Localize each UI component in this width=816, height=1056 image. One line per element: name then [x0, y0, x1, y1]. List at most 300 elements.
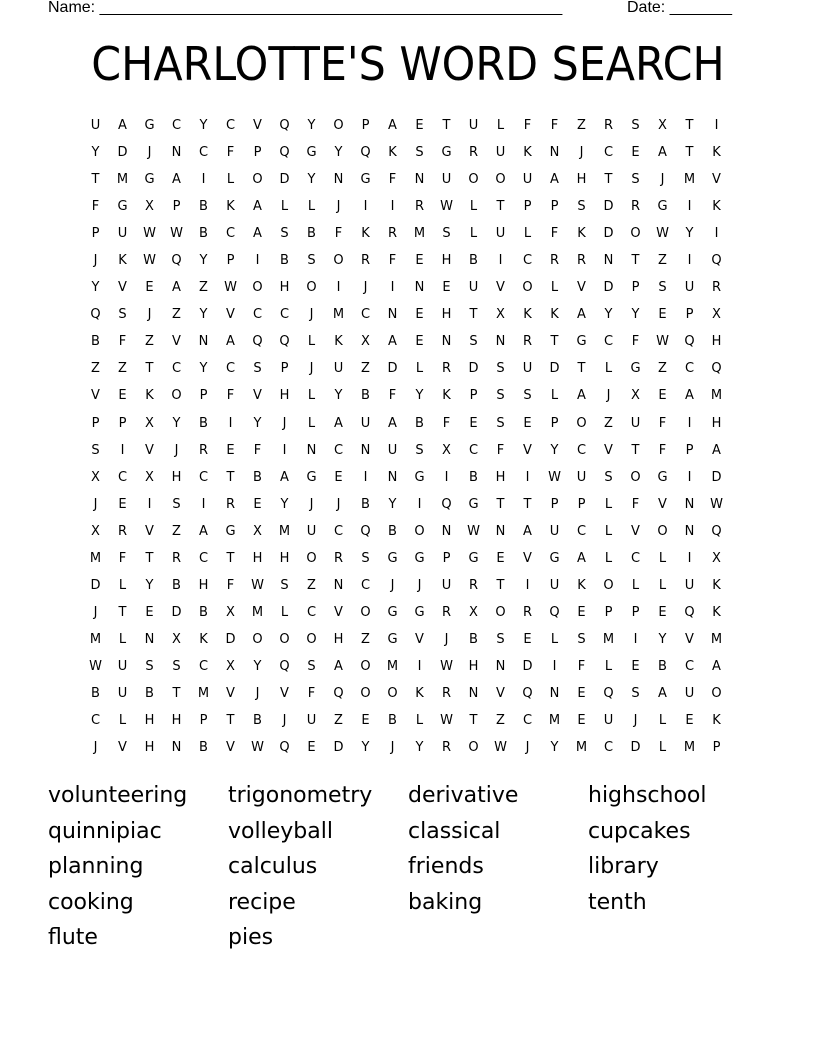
word-list-item: volunteering: [48, 783, 188, 808]
grid-letter: Q: [252, 334, 263, 350]
grid-letter: U: [306, 713, 317, 729]
grid-letter: F: [523, 118, 532, 133]
grid-letter: L: [415, 361, 424, 377]
grid-letter: S: [523, 388, 532, 404]
grid-letter: F: [631, 496, 640, 512]
grid-letter: O: [495, 172, 506, 188]
grid-letter: B: [307, 226, 316, 242]
grid-letter: V: [280, 685, 289, 701]
grid-letter: E: [658, 307, 667, 323]
grid-letter: P: [577, 496, 586, 512]
grid-letter: C: [171, 361, 182, 377]
grid-letter: C: [684, 658, 695, 674]
grid-letter: G: [387, 631, 398, 647]
grid-letter: W: [251, 577, 264, 593]
grid-letter: N: [684, 496, 695, 512]
grid-letter: L: [604, 361, 613, 377]
grid-letter: V: [118, 280, 127, 296]
grid-letter: P: [91, 226, 100, 242]
grid-letter: H: [279, 280, 290, 296]
grid-letter: J: [147, 307, 152, 323]
grid-letter: Y: [415, 740, 424, 756]
grid-letter: L: [658, 713, 667, 729]
grid-letter: P: [442, 550, 451, 566]
grid-letter: S: [469, 334, 478, 350]
grid-letter: I: [417, 496, 422, 512]
grid-letter: L: [523, 226, 532, 242]
grid-letter: R: [198, 442, 209, 458]
grid-letter: R: [576, 253, 587, 269]
grid-letter: B: [361, 496, 370, 512]
grid-letter: S: [577, 199, 586, 215]
grid-letter: Z: [172, 523, 181, 539]
grid-letter: K: [712, 577, 721, 593]
grid-letter: S: [496, 631, 505, 647]
grid-letter: Q: [171, 253, 182, 269]
grid-letter: A: [685, 388, 694, 404]
grid-letter: A: [577, 388, 586, 404]
grid-letter: B: [469, 469, 478, 485]
grid-letter: I: [633, 631, 638, 647]
grid-letter: R: [333, 550, 344, 566]
grid-letter: M: [251, 604, 264, 620]
grid-letter: C: [279, 307, 290, 323]
grid-letter: T: [631, 442, 640, 458]
grid-letter: S: [496, 415, 505, 431]
grid-letter: G: [414, 604, 425, 620]
grid-letter: G: [657, 199, 668, 215]
grid-letter: K: [523, 307, 532, 323]
grid-letter: V: [415, 631, 424, 647]
grid-letter: H: [441, 307, 452, 323]
grid-letter: V: [604, 442, 613, 458]
grid-letter: H: [711, 334, 722, 350]
grid-letter: A: [334, 415, 343, 431]
grid-letter: U: [522, 172, 533, 188]
grid-letter: W: [440, 713, 453, 729]
grid-letter: T: [550, 334, 559, 350]
grid-letter: U: [684, 577, 695, 593]
grid-letter: U: [90, 118, 101, 133]
grid-letter: A: [388, 118, 397, 133]
grid-letter: V: [577, 280, 586, 296]
grid-letter: B: [469, 253, 478, 269]
grid-letter: P: [685, 442, 694, 458]
grid-letter: I: [687, 253, 692, 269]
grid-letter: C: [198, 469, 209, 485]
grid-letter: H: [171, 469, 182, 485]
grid-letter: E: [523, 415, 532, 431]
grid-letter: P: [199, 388, 208, 404]
grid-letter: Y: [604, 307, 613, 323]
grid-letter: Q: [522, 685, 533, 701]
grid-letter: I: [687, 469, 692, 485]
grid-letter: T: [631, 253, 640, 269]
grid-letter: J: [282, 713, 287, 729]
page-title: CHARLOTTE'S WORD SEARCH: [91, 37, 725, 91]
grid-letter: I: [444, 469, 449, 485]
grid-letter: I: [552, 658, 557, 674]
grid-letter: L: [118, 713, 127, 729]
grid-letter: N: [549, 145, 560, 161]
grid-letter: Y: [280, 496, 289, 512]
grid-letter: P: [712, 740, 721, 756]
grid-letter: S: [361, 550, 370, 566]
grid-letter: L: [604, 658, 613, 674]
grid-letter: T: [604, 172, 613, 188]
grid-letter: I: [120, 442, 125, 458]
grid-letter: R: [441, 361, 452, 377]
grid-letter: H: [252, 550, 263, 566]
grid-letter: H: [279, 550, 290, 566]
grid-letter: F: [388, 388, 397, 404]
grid-letter: Z: [334, 713, 343, 729]
grid-letter: Z: [145, 334, 154, 350]
grid-letter: U: [684, 685, 695, 701]
grid-letter: I: [525, 469, 530, 485]
word-list-item: recipe: [228, 889, 296, 915]
grid-letter: W: [440, 658, 453, 674]
word-list-item: calculus: [228, 854, 318, 880]
grid-letter: E: [118, 496, 127, 512]
grid-letter: W: [170, 226, 183, 242]
grid-letter: Y: [172, 415, 181, 431]
grid-letter: C: [576, 523, 587, 539]
grid-letter: O: [360, 658, 371, 674]
grid-letter: C: [90, 713, 101, 729]
grid-letter: B: [415, 415, 424, 431]
grid-letter: A: [712, 442, 721, 458]
grid-letter: M: [710, 631, 723, 647]
grid-letter: J: [336, 496, 341, 512]
grid-letter: O: [333, 253, 344, 269]
grid-letter: K: [577, 226, 586, 242]
grid-letter: C: [306, 604, 317, 620]
grid-letter: E: [631, 145, 640, 161]
grid-letter: N: [684, 523, 695, 539]
grid-letter: R: [468, 145, 479, 161]
grid-letter: M: [710, 388, 723, 404]
grid-letter: C: [522, 713, 533, 729]
grid-letter: H: [279, 388, 290, 404]
grid-letter: K: [415, 685, 424, 701]
word-list-item: flute: [48, 925, 98, 951]
grid-letter: Z: [172, 307, 181, 323]
grid-letter: Y: [145, 577, 154, 593]
grid-letter: V: [253, 118, 262, 133]
grid-letter: G: [387, 604, 398, 620]
grid-letter: E: [496, 550, 505, 566]
grid-letter: Q: [279, 145, 290, 161]
grid-letter: M: [116, 172, 129, 188]
grid-letter: T: [469, 307, 478, 323]
grid-letter: D: [630, 740, 641, 756]
word-list-item: pies: [228, 925, 274, 951]
grid-letter: Y: [199, 361, 208, 377]
grid-letter: B: [280, 253, 289, 269]
grid-letter: Z: [361, 361, 370, 377]
grid-letter: S: [172, 496, 181, 512]
grid-letter: C: [198, 658, 209, 674]
word-list-item: quinnipiac: [48, 818, 162, 844]
grid-letter: X: [226, 604, 235, 620]
grid-letter: V: [523, 442, 532, 458]
grid-letter: W: [89, 658, 102, 674]
grid-letter: E: [415, 253, 424, 269]
grid-letter: Y: [334, 145, 343, 161]
grid-letter: D: [603, 226, 614, 242]
grid-letter: W: [548, 469, 561, 485]
grid-letter: A: [280, 469, 289, 485]
grid-letter: G: [576, 334, 587, 350]
grid-letter: Y: [199, 118, 208, 133]
grid-letter: F: [496, 442, 505, 458]
grid-letter: D: [711, 469, 722, 485]
grid-letter: X: [253, 523, 262, 539]
grid-letter: W: [656, 226, 669, 242]
grid-letter: A: [658, 145, 667, 161]
grid-letter: G: [225, 523, 236, 539]
grid-letter: E: [361, 713, 370, 729]
grid-letter: Y: [550, 442, 559, 458]
grid-letter: S: [631, 118, 640, 133]
grid-letter: S: [496, 361, 505, 377]
grid-letter: A: [523, 523, 532, 539]
grid-letter: A: [658, 685, 667, 701]
grid-letter: G: [549, 550, 560, 566]
grid-letter: I: [390, 280, 395, 296]
grid-letter: Q: [441, 496, 452, 512]
grid-letter: X: [91, 469, 100, 485]
grid-letter: E: [145, 280, 154, 296]
grid-letter: B: [388, 713, 397, 729]
grid-letter: V: [226, 685, 235, 701]
grid-letter: X: [226, 658, 235, 674]
grid-letter: L: [604, 523, 613, 539]
grid-letter: Q: [603, 685, 614, 701]
grid-letter: K: [334, 334, 343, 350]
grid-letter: J: [93, 740, 98, 756]
grid-letter: D: [603, 199, 614, 215]
grid-letter: I: [417, 658, 422, 674]
grid-letter: H: [711, 415, 722, 431]
grid-letter: X: [496, 307, 505, 323]
grid-letter: M: [683, 172, 696, 188]
grid-letter: G: [144, 118, 155, 133]
grid-letter: S: [307, 658, 316, 674]
grid-letter: E: [334, 469, 343, 485]
grid-letter: L: [307, 199, 316, 215]
grid-letter: B: [91, 685, 100, 701]
grid-letter: K: [118, 253, 127, 269]
grid-letter: G: [414, 469, 425, 485]
grid-letter: F: [442, 415, 451, 431]
word-list: [48, 778, 768, 956]
grid-letter: E: [253, 496, 262, 512]
grid-letter: H: [468, 658, 479, 674]
grid-letter: F: [307, 685, 316, 701]
grid-letter: K: [712, 145, 721, 161]
grid-letter: N: [387, 469, 398, 485]
grid-letter: N: [441, 334, 452, 350]
grid-letter: G: [414, 550, 425, 566]
grid-letter: K: [577, 577, 586, 593]
grid-letter: L: [469, 199, 478, 215]
grid-letter: R: [603, 118, 614, 133]
grid-letter: O: [252, 280, 263, 296]
grid-letter: X: [172, 631, 181, 647]
grid-letter: C: [225, 226, 236, 242]
grid-letter: P: [361, 118, 370, 133]
grid-letter: F: [550, 226, 559, 242]
grid-letter: X: [145, 415, 154, 431]
grid-letter: I: [525, 577, 530, 593]
grid-letter: K: [361, 226, 370, 242]
grid-letter: O: [576, 415, 587, 431]
grid-letter: S: [631, 685, 640, 701]
grid-letter: J: [363, 280, 368, 296]
grid-letter: I: [201, 172, 206, 188]
grid-letter: B: [91, 334, 100, 350]
word-list-item: classical: [408, 818, 501, 844]
grid-letter: Q: [711, 253, 722, 269]
grid-letter: D: [333, 740, 344, 756]
grid-letter: Y: [91, 280, 100, 296]
grid-letter: W: [440, 199, 453, 215]
grid-letter: N: [495, 334, 506, 350]
grid-letter: V: [658, 496, 667, 512]
grid-letter: O: [468, 172, 479, 188]
grid-letter: R: [711, 280, 722, 296]
grid-letter: P: [118, 415, 127, 431]
grid-letter: L: [658, 740, 667, 756]
grid-letter: Z: [307, 577, 316, 593]
grid-letter: T: [442, 118, 451, 133]
grid-letter: G: [144, 172, 155, 188]
grid-letter: F: [226, 145, 235, 161]
grid-letter: Y: [199, 307, 208, 323]
grid-letter: B: [361, 388, 370, 404]
grid-letter: C: [684, 361, 695, 377]
grid-letter: B: [199, 415, 208, 431]
grid-letter: J: [309, 307, 314, 323]
grid-letter: H: [333, 631, 344, 647]
grid-letter: O: [252, 631, 263, 647]
grid-letter: S: [442, 226, 451, 242]
grid-letter: T: [226, 469, 235, 485]
grid-letter: Y: [550, 740, 559, 756]
grid-letter: L: [658, 577, 667, 593]
grid-letter: U: [306, 523, 317, 539]
grid-letter: E: [577, 713, 586, 729]
grid-letter: P: [253, 145, 262, 161]
grid-letter: H: [171, 713, 182, 729]
grid-letter: W: [143, 226, 156, 242]
grid-letter: O: [360, 604, 371, 620]
grid-letter: R: [387, 226, 398, 242]
grid-letter: D: [90, 577, 101, 593]
grid-letter: X: [658, 118, 667, 133]
grid-letter: X: [469, 604, 478, 620]
grid-letter: D: [549, 361, 560, 377]
grid-letter: L: [118, 577, 127, 593]
grid-letter: N: [171, 740, 182, 756]
grid-letter: K: [388, 145, 397, 161]
grid-letter: I: [687, 550, 692, 566]
grid-letter: R: [441, 604, 452, 620]
grid-letter: L: [550, 280, 559, 296]
word-list-item: volleyball: [228, 818, 333, 844]
grid-letter: Y: [658, 631, 667, 647]
grid-letter: B: [658, 658, 667, 674]
grid-letter: P: [469, 388, 478, 404]
grid-letter: D: [522, 658, 533, 674]
grid-letter: Q: [684, 334, 695, 350]
grid-letter: J: [174, 442, 179, 458]
grid-letter: J: [606, 388, 611, 404]
grid-letter: R: [414, 199, 425, 215]
grid-letter: O: [711, 685, 722, 701]
grid-letter: T: [523, 496, 532, 512]
grid-letter: A: [172, 172, 181, 188]
grid-letter: C: [522, 253, 533, 269]
grid-letter: G: [360, 172, 371, 188]
grid-letter: P: [550, 496, 559, 512]
grid-letter: B: [199, 604, 208, 620]
grid-letter: H: [441, 253, 452, 269]
grid-letter: A: [550, 172, 559, 188]
grid-letter: K: [712, 604, 721, 620]
grid-letter: U: [603, 713, 614, 729]
grid-letter: S: [415, 442, 424, 458]
grid-letter: J: [417, 577, 422, 593]
grid-letter: Q: [90, 307, 101, 323]
grid-letter: T: [685, 118, 694, 133]
grid-letter: D: [603, 280, 614, 296]
grid-letter: V: [712, 172, 721, 188]
grid-letter: A: [226, 334, 235, 350]
grid-letter: K: [442, 388, 451, 404]
grid-letter: Q: [360, 523, 371, 539]
grid-letter: G: [441, 145, 452, 161]
grid-letter: K: [145, 388, 154, 404]
grid-letter: E: [685, 713, 694, 729]
grid-letter: C: [198, 145, 209, 161]
grid-letter: I: [228, 415, 233, 431]
grid-letter: D: [279, 172, 290, 188]
grid-letter: E: [577, 604, 586, 620]
grid-letter: I: [255, 253, 260, 269]
word-list-item: friends: [408, 854, 484, 880]
grid-letter: L: [550, 388, 559, 404]
grid-letter: O: [657, 523, 668, 539]
grid-letter: N: [198, 334, 209, 350]
grid-letter: S: [658, 280, 667, 296]
word-list-item: highschool: [588, 783, 707, 808]
grid-letter: O: [630, 226, 641, 242]
grid-letter: T: [172, 685, 181, 701]
grid-letter: X: [91, 523, 100, 539]
grid-letter: L: [496, 118, 505, 133]
grid-letter: A: [577, 550, 586, 566]
grid-letter: V: [496, 280, 505, 296]
grid-letter: Y: [388, 496, 397, 512]
word-list-item: derivative: [408, 783, 519, 808]
grid-letter: A: [253, 226, 262, 242]
grid-letter: O: [414, 523, 425, 539]
word-list-item: cooking: [48, 889, 134, 915]
grid-letter: P: [550, 415, 559, 431]
